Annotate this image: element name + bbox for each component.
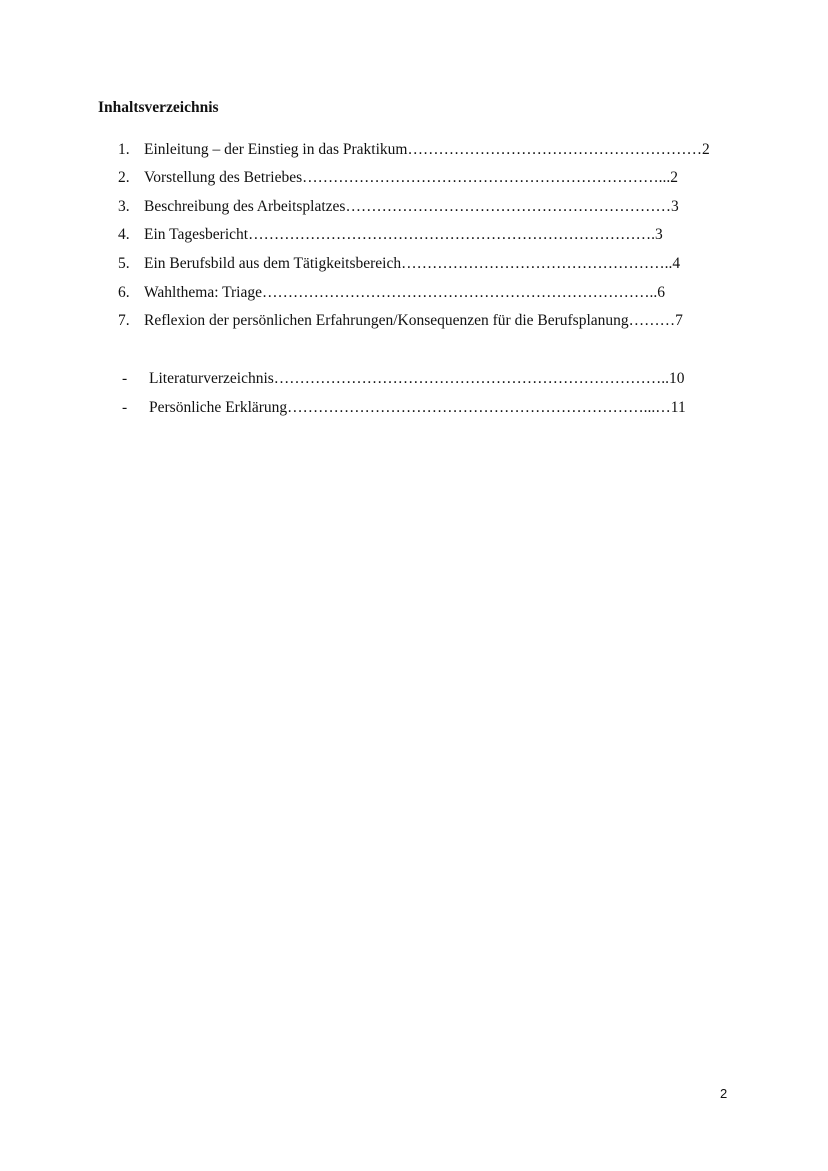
toc-entry-number: 2. [118,169,130,186]
toc-appendix-bullet: - [122,399,128,416]
toc-entry-title: Wahlthema: Triage [144,284,262,301]
toc-entry-number: 1. [118,141,130,158]
toc-entry-title: Ein Berufsbild aus dem Tätigkeitsbereich [144,255,402,272]
toc-entry-page: 2 [701,141,710,158]
toc-entry-1[interactable] [118,140,710,160]
toc-entry-leader: ……… [628,312,676,329]
toc-appendix-bullet: - [122,370,128,387]
toc-entry-page: 2 [670,169,679,186]
toc-entry-page: 6 [657,284,665,301]
toc-entry-7[interactable] [118,311,683,331]
toc-entry-leader: ………………………………………………… [407,141,702,158]
toc-entry-5[interactable] [118,254,680,274]
toc-entry-number: 5. [118,255,130,272]
toc-entry-title: Ein Tagesbericht [144,226,249,243]
toc-heading: Inhaltsverzeichnis [98,99,219,116]
toc-entry-page: .3 [651,226,663,243]
toc-entry-leader: ……………………………………………………… [345,198,671,215]
toc-entry-number: 6. [118,284,130,301]
toc-entry-number: 4. [118,226,130,243]
toc-entry-4[interactable] [118,225,663,245]
toc-appendix-literature[interactable] [122,369,685,389]
toc-entry-page: 4 [672,255,681,272]
toc-entry-6[interactable] [118,283,665,303]
toc-entry-page: 11 [670,399,686,416]
toc-entry-number: 7. [118,312,130,329]
page-number: 2 [720,1086,728,1101]
toc-entry-leader: ……………………………………………………………... [302,169,671,186]
toc-entry-title: Persönliche Erklärung [149,399,288,416]
toc-entry-leader: ………………………………………………………………….. [273,370,670,387]
toc-entry-2[interactable] [118,168,678,188]
toc-entry-page: 7 [675,312,683,329]
toc-appendix-declaration[interactable] [122,398,686,418]
toc-entry-page: 3 [670,198,679,215]
toc-entry-title: Literaturverzeichnis [149,370,274,387]
toc-entry-leader: …………………………………………………………………… [248,226,652,243]
toc-entry-title: Beschreibung des Arbeitsplatzes [144,198,346,215]
toc-entry-title: Vorstellung des Betriebes [144,169,303,186]
toc-entry-leader: ……………………………………………………………...… [287,399,671,416]
toc-entry-number: 3. [118,198,130,215]
toc-entry-title: Einleitung – der Einstieg in das Praktikum [144,141,408,158]
toc-entry-leader: …………………………………………….. [401,255,673,272]
toc-entry-title: Reflexion der persönlichen Erfahrungen/Konsequenzen für die Berufsplanung [144,312,629,329]
toc-entry-3[interactable] [118,197,679,217]
toc-entry-page: 10 [669,370,685,387]
toc-entry-leader: ………………………………………………………………….. [262,284,658,301]
